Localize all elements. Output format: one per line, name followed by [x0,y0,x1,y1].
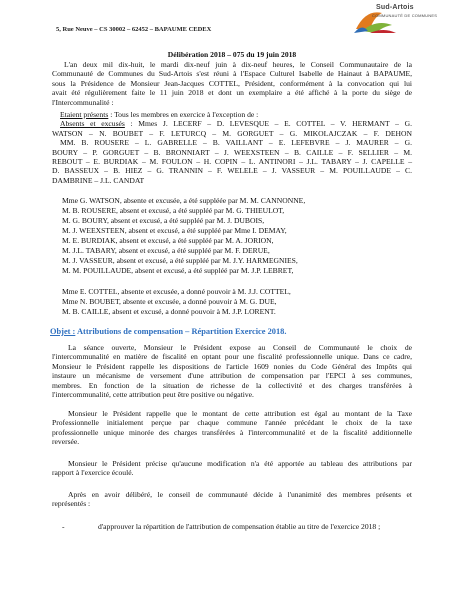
para2-line: Monsieur le Président rappelle que le montant de cette attribution est égal au montant de la Taxe [68,409,412,418]
para1-line: Monsieur le Président rappelle les dispositions de l'article 1609 nonies du Code Général des Impôts qui [52,361,412,371]
objet-label: Objet : [50,327,76,336]
supplee-line: M. J. VASSEUR, absent et excusé, a été suppléé par M. J.Y. HARMEGNIES, [62,256,298,265]
supplee-line: M. J. WEEXSTEEN, absent et excusé, a été suppléé par Mme I. DEMAY, [62,226,287,235]
pouvoir-line: M. B. CAILLE, absent et excusé, a donné pouvoir à M. J.P. LORENT. [62,307,276,316]
supplee-line: M. E. BURDIAK, absent et excusé, a été suppléé par M. A. JORION, [62,236,274,245]
para1-line: membres. En fonction de la situation de richesse de la collectivité et des charges transférées à [52,380,412,390]
decision-line: d'approuver la répartition de l'attribution de compensation établie au titre de l'exercice 2018 ; [98,522,381,531]
logo-subtitle: COMMUNAUTÉ DE COMMUNES [372,13,438,18]
para4-line: représentés : [52,499,91,509]
para1-line: instaure un mécanisme de versement d'une attribution de compensation par l'EPCI à ses communes, [52,371,412,381]
para3-line: rapport à l'exercice écoulé. [52,468,134,478]
absent-line [60,119,412,128]
para3-line: Monsieur le Président précise qu'aucune modification n'a été apportée au tableau des attributions par [68,459,412,468]
objet-heading [50,327,410,336]
supplee-line: M. B. ROUSERE, absent et excusé, a été suppléé par M. G. THIEULOT, [62,206,285,215]
absent-line: REBOUT – E. BURDIAK – M. FOULON – H. COPIN – L. ANTINORI – J.L. TABARY – J. CAPELLE – [52,157,412,166]
deliberation-title: Délibération 2018 – 075 du 19 juin 2018 [167,50,297,59]
para1-line: l'intercommunalité en matière de fiscalité en optant pour une fiscalité professionnelle unique. Dans ce cadre, [52,352,412,362]
absent-line: BOURY – P. GORGUET – B. BRONNIART – J. WEEXSTEEN – B. CAILLE – F. SELLIER – M. [52,147,412,157]
para2-line: Professionnelle initialement perçue par chaque commune l'année précédant le choix de la taxe [52,418,412,428]
intro-line: L'an deux mil dix-huit, le mardi dix-neuf juin à dix-neuf heures, le Conseil Communautaire de la [64,60,412,69]
objet-text: Attributions de compensation – Répartition Exercice 2018. [75,327,287,336]
absent-label: Absents et excusés [60,119,125,129]
absent-names: : Mmes J. LECERF – D. LEVESQUE – E. COTTEL – V. HERMANT – G. [124,119,412,129]
presence-label: Etaient présents [60,110,109,119]
absent-line: WATSON – N. BOUBET – F. LETURCQ – M. GORGUET – G. MIKOLAJCZAK – F. DEHON [52,128,412,138]
intro-line: Communauté de Communes du Sud-Artois s'est réuni à l'Espace Culturel Isabelle de Hainaut à BAPAUME, [52,69,412,79]
para2-line: professionnelle unique minorée des charges transférées à l'intercommunalité et de la fiscalité additionnelle [52,427,412,437]
supplee-line: M. J.L. TABARY, absent et excusé, a été suppléé par M. F. DERUE, [62,246,270,255]
decision-bullet: - [62,522,65,531]
absent-line: DAMBRINE – J.L. CANDAT [52,175,145,185]
para4-line: Après en avoir délibéré, le conseil de communauté décide à l'unanimité des membres présents et [68,490,412,499]
intro-line: sous la Présidence de Monsieur Jean-Jacques COTTEL, Président, conformément à la convocation qui lui [52,78,412,88]
supplee-line: Mme G. WATSON, absente et excusée, a été suppléée par M. M. CANNONNE, [62,196,306,205]
absent-line: MM. B. ROUSERE – L. GABRELLE – B. VAILLANT – E. LEFEBVRE – J. MAURER – G. [60,138,412,148]
pouvoir-line: Mme E. COTTEL, absente et excusée, a donné pouvoir à M. J.J. COTTEL, [62,287,291,296]
address-line: 5, Rue Neuve – CS 30002 – 62452 – BAPAUME CEDEX [56,26,212,33]
para1-line: La séance ouverte, Monsieur le Président expose au Conseil de Communauté le choix de [68,343,412,352]
logo-name: Sud-Artois [376,4,414,11]
pouvoir-line: Mme N. BOUBET, absente et excusée, a donné pouvoir à M. G. DUE, [62,297,277,306]
supplee-line: M. G. BOURY, absent et excusé, a été suppléé par M. J. DUBOIS, [62,216,265,225]
presence-text: : Tous les membres en exercice à l'exception de : [108,110,259,119]
para2-line: reversée. [52,437,80,447]
para1-line: l'intercommunalité, cette attribution peut être positive ou négative. [52,390,254,399]
intro-line: l'Intercommunalité : [52,97,114,107]
presence-line [60,110,420,119]
supplee-line: M. M. POUILLAUDE, absent et excusé, a été suppléé par M. J.P. LEBRET, [62,266,294,275]
absent-line: D. BASSEUX – B. HIEZ – G. TRANNIN – F. WELELE – J. VASSEUR – M. POUILLAUDE – C. [52,166,412,176]
intro-line: avait été régulièrement faite le 11 juin 2018 et dont un exemplaire a été affiché à la porte du siège de [52,88,412,98]
